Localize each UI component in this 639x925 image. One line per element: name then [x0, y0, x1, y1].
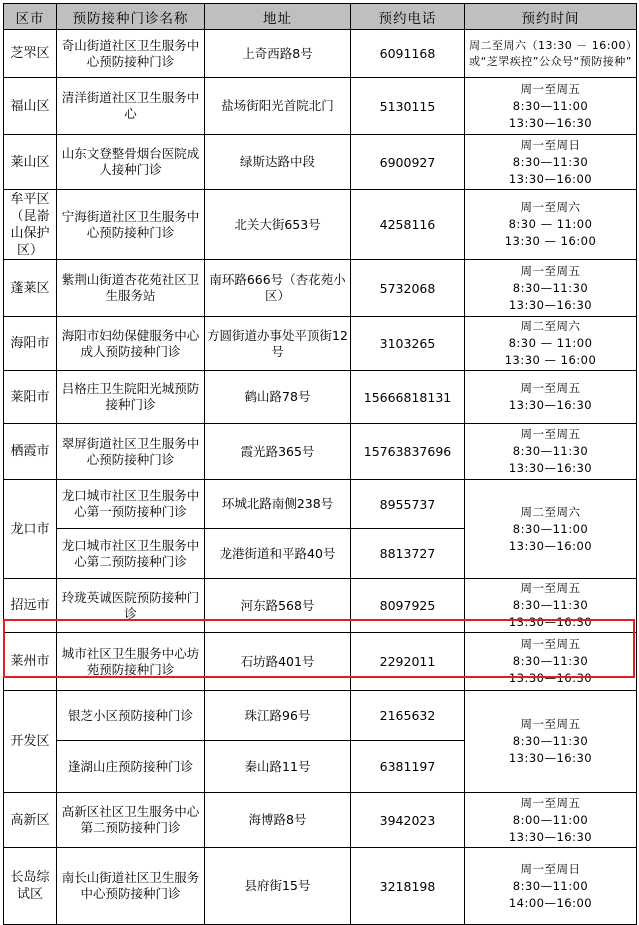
district-cell: 高新区: [4, 793, 57, 848]
hours-cell: 周一至周五 8:30—11:30 13:30—16:30: [465, 691, 637, 793]
clinic-name-cell: 山东文登整骨烟台医院成人接种门诊: [57, 135, 205, 190]
clinic-name-cell: 南长山街道社区卫生服务中心预防接种门诊: [57, 848, 205, 925]
address-cell: 海博路8号: [205, 793, 351, 848]
phone-cell: 6381197: [351, 741, 465, 793]
phone-cell: 2292011: [351, 633, 465, 691]
hours-cell: 周一至周五 8:30—11:30 13:30—16:30: [465, 260, 637, 317]
table-row: [4, 260, 637, 317]
table-row: [4, 30, 637, 78]
hours-cell: 周一至周五 13:30—16:30: [465, 371, 637, 424]
phone-cell: 8955737: [351, 480, 465, 529]
address-cell: 南环路666号（杏花苑小区）: [205, 260, 351, 317]
district-cell: 蓬莱区: [4, 260, 57, 317]
header-address: 地址: [205, 4, 351, 30]
district-cell: 开发区: [4, 691, 57, 793]
table-row: [4, 579, 637, 633]
address-cell: 县府街15号: [205, 848, 351, 925]
hours-cell: 周一至周日 8:30—11:00 14:00—16:00: [465, 848, 637, 925]
district-cell: 牟平区（昆嵛山保护区）: [4, 190, 57, 260]
clinic-name-cell: 海阳市妇幼保健服务中心成人预防接种门诊: [57, 317, 205, 371]
hours-cell: 周一至周五 8:30—11:00 13:30—16:30: [465, 78, 637, 135]
table-row: [4, 424, 637, 480]
district-cell: 栖霞市: [4, 424, 57, 480]
hours-cell: 周一至周六 8:30 — 11:00 13:30 — 16:00: [465, 190, 637, 260]
hours-cell: 周一至周五 8:30—11:30 13:30—16:30: [465, 579, 637, 633]
address-cell: 北关大街653号: [205, 190, 351, 260]
header-phone: 预约电话: [351, 4, 465, 30]
hours-cell: 周二至周六（13:30 － 16:00）或“芝罘疾控”公众号“预防接种”: [465, 30, 637, 78]
district-cell: 莱州市: [4, 633, 57, 691]
vaccination-clinic-table: [3, 3, 637, 925]
district-cell: 龙口市: [4, 480, 57, 579]
table-row-highlighted: [4, 633, 637, 691]
phone-cell: 6091168: [351, 30, 465, 78]
table-row: [4, 78, 637, 135]
phone-cell: 4258116: [351, 190, 465, 260]
hours-cell: 周一至周五 8:30—11:30 13:30—16:30: [465, 424, 637, 480]
phone-cell: 2165632: [351, 691, 465, 741]
phone-cell: 8813727: [351, 529, 465, 579]
district-cell: 福山区: [4, 78, 57, 135]
table-row: [4, 135, 637, 190]
clinic-name-cell: 奇山街道社区卫生服务中心预防接种门诊: [57, 30, 205, 78]
phone-cell: 5130115: [351, 78, 465, 135]
hours-cell: 周一至周五 8:30—11:30 13:30—16:30: [465, 633, 637, 691]
address-cell: 石坊路401号: [205, 633, 351, 691]
district-cell: 长岛综试区: [4, 848, 57, 925]
district-cell: 莱山区: [4, 135, 57, 190]
header-hours: 预约时间: [465, 4, 637, 30]
address-cell: 秦山路11号: [205, 741, 351, 793]
hours-cell: 周一至周日 8:30—11:30 13:30—16:00: [465, 135, 637, 190]
clinic-name-cell: 高新区社区卫生服务中心第二预防接种门诊: [57, 793, 205, 848]
phone-cell: 3218198: [351, 848, 465, 925]
table-row: [4, 317, 637, 371]
table-row: [4, 190, 637, 260]
clinic-name-cell: 宁海街道社区卫生服务中心预防接种门诊: [57, 190, 205, 260]
table-row: [4, 793, 637, 848]
district-cell: 莱阳市: [4, 371, 57, 424]
clinic-name-cell: 清洋街道社区卫生服务中心: [57, 78, 205, 135]
table-row: [4, 480, 637, 529]
address-cell: 河东路568号: [205, 579, 351, 633]
phone-cell: 6900927: [351, 135, 465, 190]
hours-cell: 周二至周六 8:30 — 11:00 13:30 — 16:00: [465, 317, 637, 371]
phone-cell: 5732068: [351, 260, 465, 317]
header-row: [4, 4, 637, 30]
table-row: [4, 371, 637, 424]
hours-cell: 周二至周六 8:30—11:00 13:30—16:00: [465, 480, 637, 579]
clinic-name-cell: 龙口城市社区卫生服务中心第一预防接种门诊: [57, 480, 205, 529]
clinic-name-cell: 玲珑英诚医院预防接种门诊: [57, 579, 205, 633]
phone-cell: 3103265: [351, 317, 465, 371]
address-cell: 方圆街道办事处平顶街12号: [205, 317, 351, 371]
address-cell: 上奇西路8号: [205, 30, 351, 78]
address-cell: 鹤山路78号: [205, 371, 351, 424]
phone-cell: 8097925: [351, 579, 465, 633]
clinic-name-cell: 翠屏街道社区卫生服务中心预防接种门诊: [57, 424, 205, 480]
address-cell: 珠江路96号: [205, 691, 351, 741]
address-cell: 龙港街道和平路40号: [205, 529, 351, 579]
district-cell: 海阳市: [4, 317, 57, 371]
clinic-name-cell: 紫荆山街道杏花苑社区卫生服务站: [57, 260, 205, 317]
clinic-name-cell: 吕格庄卫生院阳光城预防接种门诊: [57, 371, 205, 424]
table-row: [4, 691, 637, 741]
district-cell: 招远市: [4, 579, 57, 633]
clinic-name-cell: 龙口城市社区卫生服务中心第二预防接种门诊: [57, 529, 205, 579]
hours-cell: 周一至周五 8:00—11:00 13:30—16:30: [465, 793, 637, 848]
clinic-name-cell: 城市社区卫生服务中心坊苑预防接种门诊: [57, 633, 205, 691]
phone-cell: 15763837696: [351, 424, 465, 480]
table-row: [4, 848, 637, 925]
district-cell: 芝罘区: [4, 30, 57, 78]
address-cell: 环城北路南侧238号: [205, 480, 351, 529]
header-district: 区市: [4, 4, 57, 30]
phone-cell: 15666818131: [351, 371, 465, 424]
phone-cell: 3942023: [351, 793, 465, 848]
address-cell: 绿斯达路中段: [205, 135, 351, 190]
address-cell: 盐场街阳光首院北门: [205, 78, 351, 135]
header-clinic: 预防接种门诊名称: [57, 4, 205, 30]
address-cell: 霞光路365号: [205, 424, 351, 480]
clinic-name-cell: 逢湖山庄预防接种门诊: [57, 741, 205, 793]
clinic-name-cell: 银芝小区预防接种门诊: [57, 691, 205, 741]
